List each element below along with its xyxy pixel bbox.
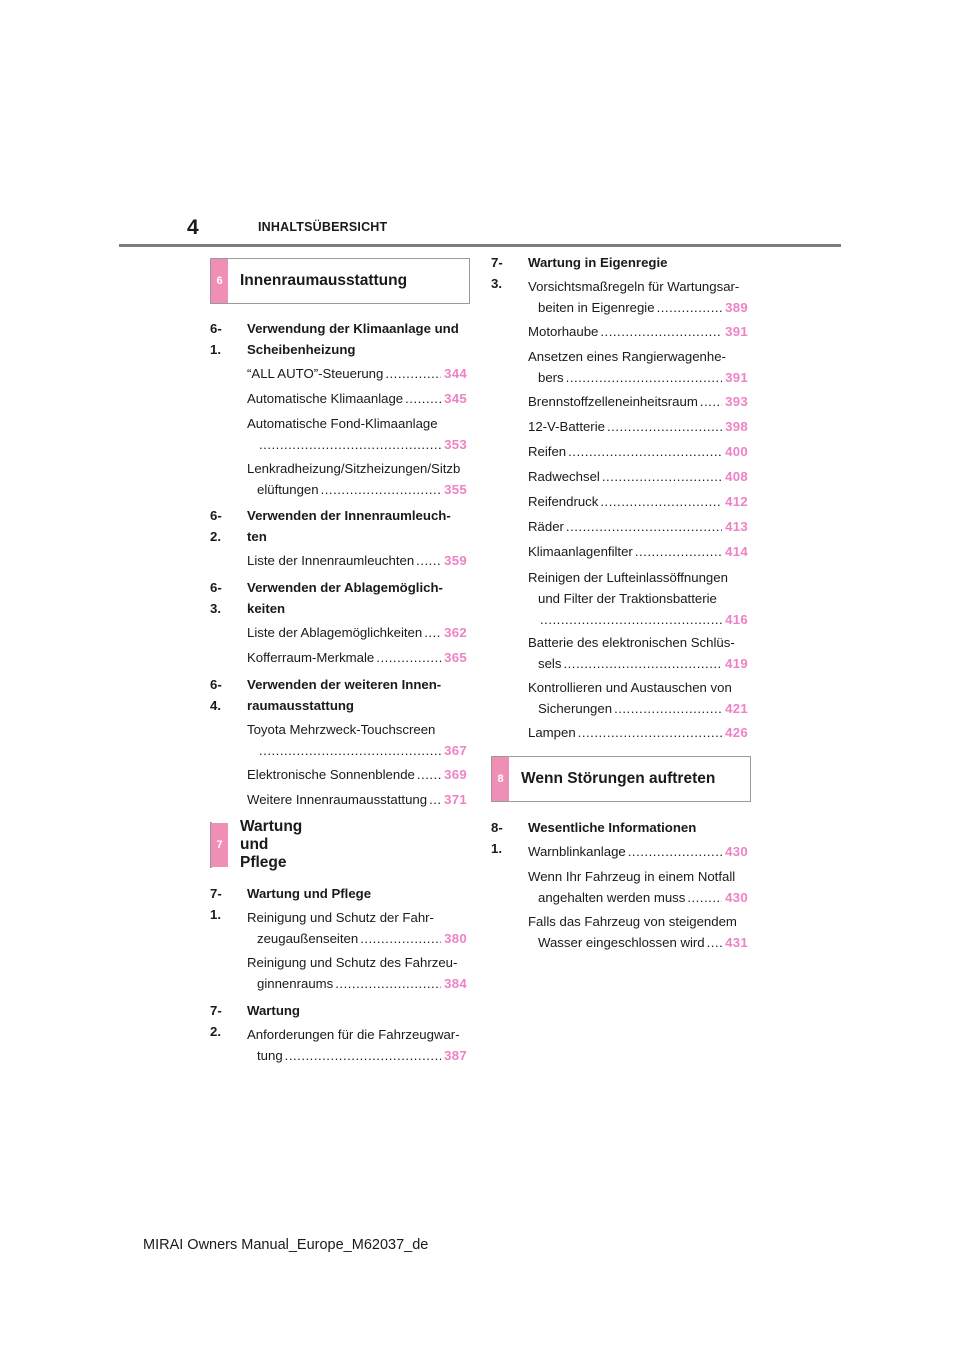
page-link[interactable]: 369 bbox=[444, 767, 467, 782]
section-number: 6-1. bbox=[210, 321, 222, 357]
running-title: INHALTSÜBERSICHT bbox=[258, 220, 388, 234]
chapter-7-heading[interactable] bbox=[210, 818, 303, 871]
section-title: Wartung und Pflege bbox=[247, 886, 372, 901]
entry-text-cont: und Filter der Traktionsbatterie bbox=[538, 591, 717, 606]
toc-entry[interactable] bbox=[528, 911, 748, 953]
entry-text-cont: beiten in Eigenregie bbox=[538, 300, 655, 315]
page-number: 4 bbox=[187, 216, 199, 239]
page-link[interactable]: 416 bbox=[725, 612, 748, 627]
page-link[interactable]: 391 bbox=[725, 324, 748, 339]
section-title: Wartung bbox=[247, 1003, 300, 1018]
toc-entry[interactable] bbox=[528, 391, 748, 412]
toc-entry[interactable] bbox=[528, 677, 748, 719]
entry-text: Lenkradheizung/Sitzheizungen/Sitzb bbox=[247, 461, 461, 476]
entry-text: Motorhaube bbox=[528, 324, 599, 339]
page-link[interactable]: 426 bbox=[725, 725, 748, 740]
toc-entry[interactable] bbox=[528, 276, 748, 318]
toc-entry[interactable] bbox=[528, 841, 748, 862]
toc-entry[interactable] bbox=[528, 541, 748, 562]
section-number: 6-2. bbox=[210, 508, 222, 544]
entry-text: Reinigung und Schutz der Fahr- bbox=[247, 910, 434, 925]
chapter-8-title: Wenn Störungen auftreten bbox=[521, 770, 716, 787]
entry-text: Radwechsel bbox=[528, 469, 600, 484]
chapter-7-title: Wartung und Pflege bbox=[240, 818, 303, 871]
entry-text: Reinigung und Schutz des Fahrzeu- bbox=[247, 955, 458, 970]
page-link[interactable]: 355 bbox=[444, 482, 467, 497]
entry-text: Reinigen der Lufteinlassöffnungen bbox=[528, 570, 728, 585]
page-link[interactable]: 391 bbox=[725, 370, 748, 385]
toc-entry[interactable] bbox=[247, 413, 467, 455]
entry-text: Brennstoffzelleneinheitsraum bbox=[528, 394, 698, 409]
entry-text: Klimaanlagenfilter bbox=[528, 544, 633, 559]
page-link[interactable]: 430 bbox=[725, 890, 748, 905]
entry-text: Ansetzen eines Rangierwagenhe- bbox=[528, 349, 726, 364]
entry-text: Elektronische Sonnenblende bbox=[247, 767, 415, 782]
toc-entry[interactable] bbox=[528, 516, 748, 537]
entry-text: Lampen bbox=[528, 725, 576, 740]
chapter-6-heading[interactable] bbox=[210, 258, 470, 304]
toc-entry[interactable] bbox=[528, 866, 748, 908]
page-link[interactable]: 408 bbox=[725, 469, 748, 484]
page-link[interactable]: 367 bbox=[444, 743, 467, 758]
entry-text: Automatische Fond-Klimaanlage bbox=[247, 416, 438, 431]
entry-text-cont: tung bbox=[257, 1048, 283, 1063]
section-number: 6-4. bbox=[210, 677, 222, 713]
page-link[interactable]: 414 bbox=[725, 544, 748, 559]
toc-entry[interactable] bbox=[528, 632, 748, 674]
toc-entry[interactable] bbox=[528, 416, 748, 437]
chapter-8-heading[interactable] bbox=[491, 756, 751, 802]
entry-text-cont: sels bbox=[538, 656, 562, 671]
entry-text: Anforderungen für die Fahrzeugwar- bbox=[247, 1027, 460, 1042]
page-link[interactable]: 365 bbox=[444, 650, 467, 665]
page-link[interactable]: 371 bbox=[444, 792, 467, 807]
toc-entry[interactable] bbox=[247, 622, 467, 643]
entry-text: “ALL AUTO”-Steuerung bbox=[247, 366, 384, 381]
page-link[interactable]: 362 bbox=[444, 625, 467, 640]
toc-entry[interactable] bbox=[528, 491, 748, 512]
page-link[interactable]: 384 bbox=[444, 976, 467, 991]
entry-text: Falls das Fahrzeug von steigendem bbox=[528, 914, 737, 929]
toc-entry[interactable] bbox=[247, 907, 467, 949]
toc-entry[interactable] bbox=[528, 441, 748, 462]
toc-entry[interactable] bbox=[247, 458, 467, 500]
section-title: Verwenden der Innenraumleuch- ten bbox=[247, 508, 451, 544]
chapter-8-number: 8 bbox=[492, 757, 509, 801]
entry-text: Automatische Klimaanlage bbox=[247, 391, 404, 406]
toc-entry[interactable] bbox=[247, 789, 467, 810]
toc-entry[interactable] bbox=[247, 952, 467, 994]
entry-text: Batterie des elektronischen Schlüs- bbox=[528, 635, 735, 650]
entry-text: Warnblinkanlage bbox=[528, 844, 626, 859]
toc-entry[interactable] bbox=[528, 466, 748, 487]
entry-text-cont: bers bbox=[538, 370, 564, 385]
header-rule bbox=[119, 244, 841, 247]
toc-entry[interactable] bbox=[528, 722, 748, 743]
toc-entry[interactable] bbox=[247, 363, 467, 384]
page-link[interactable]: 413 bbox=[725, 519, 748, 534]
section-title: Wesentliche Informationen bbox=[528, 820, 697, 835]
entry-text: Vorsichtsmaßregeln für Wartungsar- bbox=[528, 279, 740, 294]
entry-text-cont: Sicherungen bbox=[538, 701, 613, 716]
entry-text: Räder bbox=[528, 519, 564, 534]
toc-entry[interactable] bbox=[528, 321, 748, 342]
toc-entry[interactable] bbox=[247, 550, 467, 571]
footer: MIRAI Owners Manual_Europe_M62037_de bbox=[143, 1237, 429, 1253]
section-title: Verwendung der Klimaanlage und Scheibenheizung bbox=[247, 321, 459, 357]
toc-entry[interactable] bbox=[247, 719, 467, 761]
entry-text-cont: zeugaußenseiten bbox=[257, 931, 359, 946]
page-link[interactable]: 393 bbox=[725, 394, 748, 409]
page-link[interactable]: 353 bbox=[444, 437, 467, 452]
entry-text: Wenn Ihr Fahrzeug in einem Notfall bbox=[528, 869, 736, 884]
entry-text: Toyota Mehrzweck-Touchscreen bbox=[247, 722, 436, 737]
page-link[interactable]: 421 bbox=[725, 701, 748, 716]
entry-text: Liste der Ablagemöglichkeiten bbox=[247, 625, 423, 640]
entry-text: 12-V-Batterie bbox=[528, 419, 605, 434]
entry-text-cont: ginnenraums bbox=[257, 976, 334, 991]
section-number: 8-1. bbox=[491, 820, 503, 856]
section-title: Verwenden der Ablagemöglich- keiten bbox=[247, 580, 443, 616]
toc-entry[interactable] bbox=[247, 388, 467, 409]
page-link[interactable]: 387 bbox=[444, 1048, 467, 1063]
page-link[interactable]: 345 bbox=[444, 391, 467, 406]
section-number: 7-1. bbox=[210, 886, 222, 922]
section-title: Verwenden der weiteren Innen- raumausstattung bbox=[247, 677, 442, 713]
entry-text: Weitere Innenraumausstattung bbox=[247, 792, 428, 807]
toc-entry[interactable] bbox=[247, 1024, 467, 1066]
page-link[interactable]: 412 bbox=[725, 494, 748, 509]
entry-text: Kontrollieren und Austauschen von bbox=[528, 680, 732, 695]
toc-entry[interactable] bbox=[528, 346, 748, 388]
toc-entry[interactable] bbox=[247, 764, 467, 785]
page-link[interactable]: 380 bbox=[444, 931, 467, 946]
chapter-6-number: 6 bbox=[211, 259, 228, 303]
entry-text-cont: Wasser eingeschlossen wird bbox=[538, 935, 705, 950]
page-link[interactable]: 344 bbox=[444, 366, 467, 381]
chapter-6-title: Innenraumausstattung bbox=[240, 272, 408, 289]
entry-text: Reifendruck bbox=[528, 494, 599, 509]
section-number: 7-2. bbox=[210, 1003, 222, 1039]
entry-text: Liste der Innenraumleuchten bbox=[247, 553, 415, 568]
toc-entry[interactable] bbox=[247, 647, 467, 668]
toc-entry[interactable] bbox=[528, 567, 748, 630]
page-link[interactable]: 389 bbox=[725, 300, 748, 315]
section-number: 6-3. bbox=[210, 580, 222, 616]
chapter-7-number: 7 bbox=[211, 823, 228, 867]
page-link[interactable]: 398 bbox=[725, 419, 748, 434]
entry-text-cont: angehalten werden muss bbox=[538, 890, 686, 905]
entry-text: Kofferraum-Merkmale bbox=[247, 650, 375, 665]
page-link[interactable]: 430 bbox=[725, 844, 748, 859]
page-link[interactable]: 431 bbox=[725, 935, 748, 950]
page-link[interactable]: 400 bbox=[725, 444, 748, 459]
page-link[interactable]: 419 bbox=[725, 656, 748, 671]
entry-text-cont: elüftungen bbox=[257, 482, 319, 497]
section-number: 7-3. bbox=[491, 255, 503, 291]
entry-text: Reifen bbox=[528, 444, 567, 459]
page-link[interactable]: 359 bbox=[444, 553, 467, 568]
section-title: Wartung in Eigenregie bbox=[528, 255, 668, 270]
